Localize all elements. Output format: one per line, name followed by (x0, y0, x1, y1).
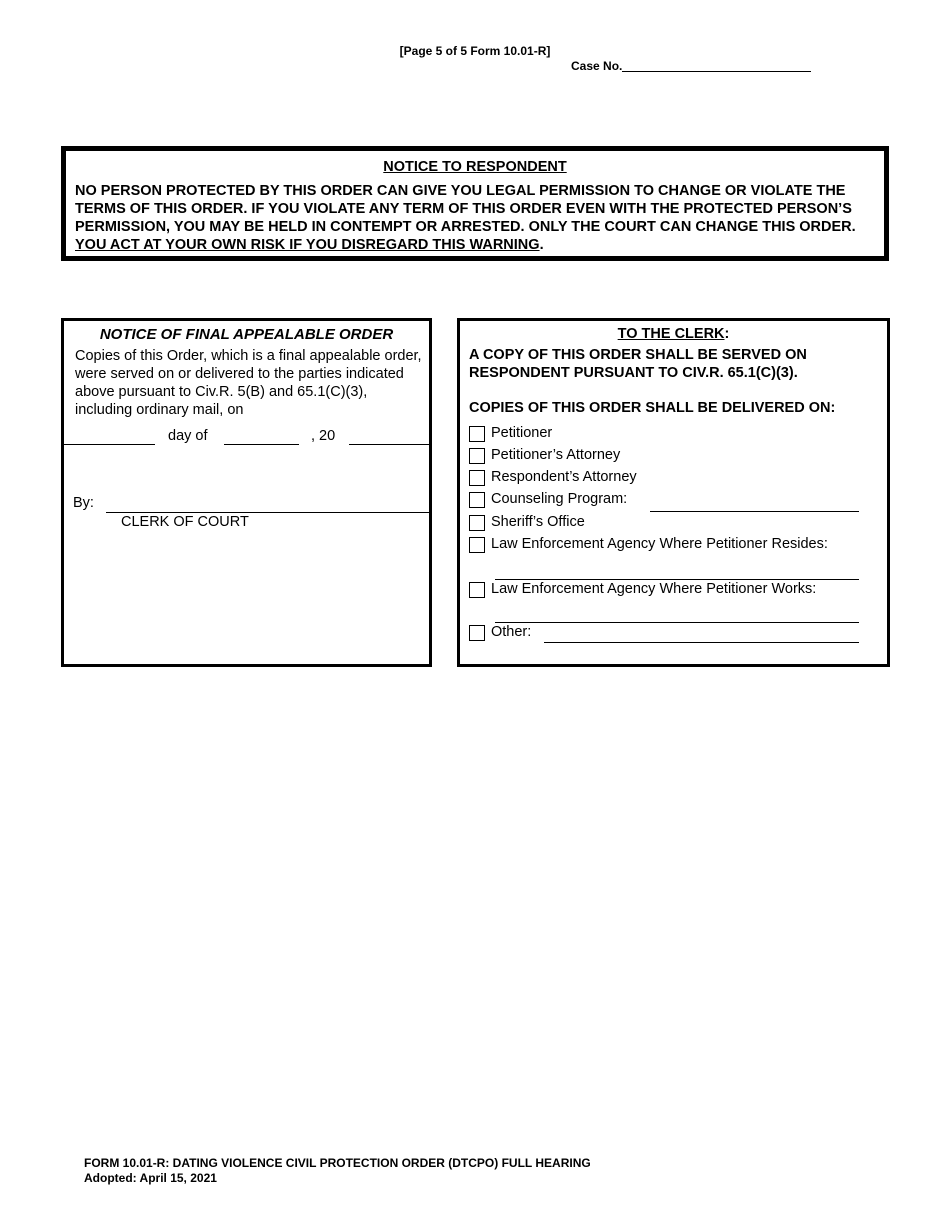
notice-title: NOTICE TO RESPONDENT (383, 159, 567, 175)
to-the-clerk-box (457, 318, 890, 667)
case-number-label: Case No. (571, 59, 623, 73)
clerk-title-text: TO THE CLERK (617, 326, 725, 342)
le-agency-works-field[interactable] (495, 622, 859, 623)
petitioner-label: Petitioner (491, 425, 553, 441)
notice-body (75, 182, 885, 254)
petitioner-attorney-checkbox[interactable] (469, 448, 485, 464)
le-agency-works-label: Law Enforcement Agency Where Petitioner Works: (491, 581, 817, 597)
le-agency-resides-field[interactable] (495, 579, 859, 580)
counseling-program-checkbox[interactable] (469, 492, 485, 508)
copies-heading: COPIES OF THIS ORDER SHALL BE DELIVERED ON: (469, 400, 836, 416)
clerk-signature-field[interactable] (106, 512, 429, 513)
clerk-title-colon: : (724, 326, 730, 342)
notice-body-text: NO PERSON PROTECTED BY THIS ORDER CAN GIVE YOU LEGAL PERMISSION TO CHANGE OR VIOLATE THE TERMS OF THIS ORDER. IF YOU VIOLATE ANY TERM OF THIS ORDER EVEN WITH THE PROTECTED PERSON’S PERMISSION, YOU MAY BE HELD IN CONTEMPT OR ARRESTED. ONLY THE COURT CAN CHANGE THIS ORDER. (75, 183, 856, 235)
clerk-served-text: A COPY OF THIS ORDER SHALL BE SERVED ON RESPONDENT PURSUANT TO CIV.R. 65.1(C)(3). (469, 347, 807, 381)
year-prefix-label: , 20 (311, 428, 336, 444)
other-checkbox[interactable] (469, 625, 485, 641)
sheriffs-office-checkbox[interactable] (469, 515, 485, 531)
service-day-field[interactable] (64, 444, 155, 445)
appeal-title: NOTICE OF FINAL APPEALABLE ORDER (99, 326, 394, 343)
service-month-field[interactable] (224, 444, 299, 445)
le-agency-resides-label: Law Enforcement Agency Where Petitioner Resides: (491, 536, 828, 552)
petitioner-attorney-label: Petitioner’s Attorney (491, 447, 621, 463)
other-label: Other: (491, 624, 532, 640)
appeal-body: Copies of this Order, which is a final appealable order, were served on or delivered to the parties indicated above pursuant to Civ.R. 5(B) and 65.1(C)(3), including ordinary mail, on (75, 348, 422, 418)
page-number-label: [Page 5 of 5 Form 10.01-R] (399, 44, 551, 58)
notice-period: . (539, 237, 544, 253)
clerk-of-court-label: CLERK OF COURT (121, 514, 249, 530)
sheriffs-office-label: Sheriff’s Office (491, 514, 585, 530)
by-label: By: (73, 495, 94, 511)
le-agency-resides-checkbox[interactable] (469, 537, 485, 553)
le-agency-works-checkbox[interactable] (469, 582, 485, 598)
respondent-attorney-checkbox[interactable] (469, 470, 485, 486)
petitioner-checkbox[interactable] (469, 426, 485, 442)
service-year-field[interactable] (349, 444, 429, 445)
notice-warning: YOU ACT AT YOUR OWN RISK IF YOU DISREGARD THIS WARNING (75, 237, 540, 253)
notice-to-respondent-box (61, 146, 889, 261)
counseling-program-label: Counseling Program: (491, 491, 628, 507)
footer-form-title: FORM 10.01-R: DATING VIOLENCE CIVIL PROTECTION ORDER (DTCPO) FULL HEARING (84, 1156, 591, 1170)
footer-adopted-date: Adopted: April 15, 2021 (84, 1171, 217, 1185)
respondent-attorney-label: Respondent’s Attorney (491, 469, 637, 485)
case-number-field[interactable] (622, 71, 811, 72)
counseling-program-field[interactable] (650, 511, 859, 512)
day-of-label: day of (168, 428, 208, 444)
clerk-title (460, 326, 887, 342)
other-field[interactable] (544, 642, 859, 643)
final-appealable-order-box (61, 318, 432, 667)
